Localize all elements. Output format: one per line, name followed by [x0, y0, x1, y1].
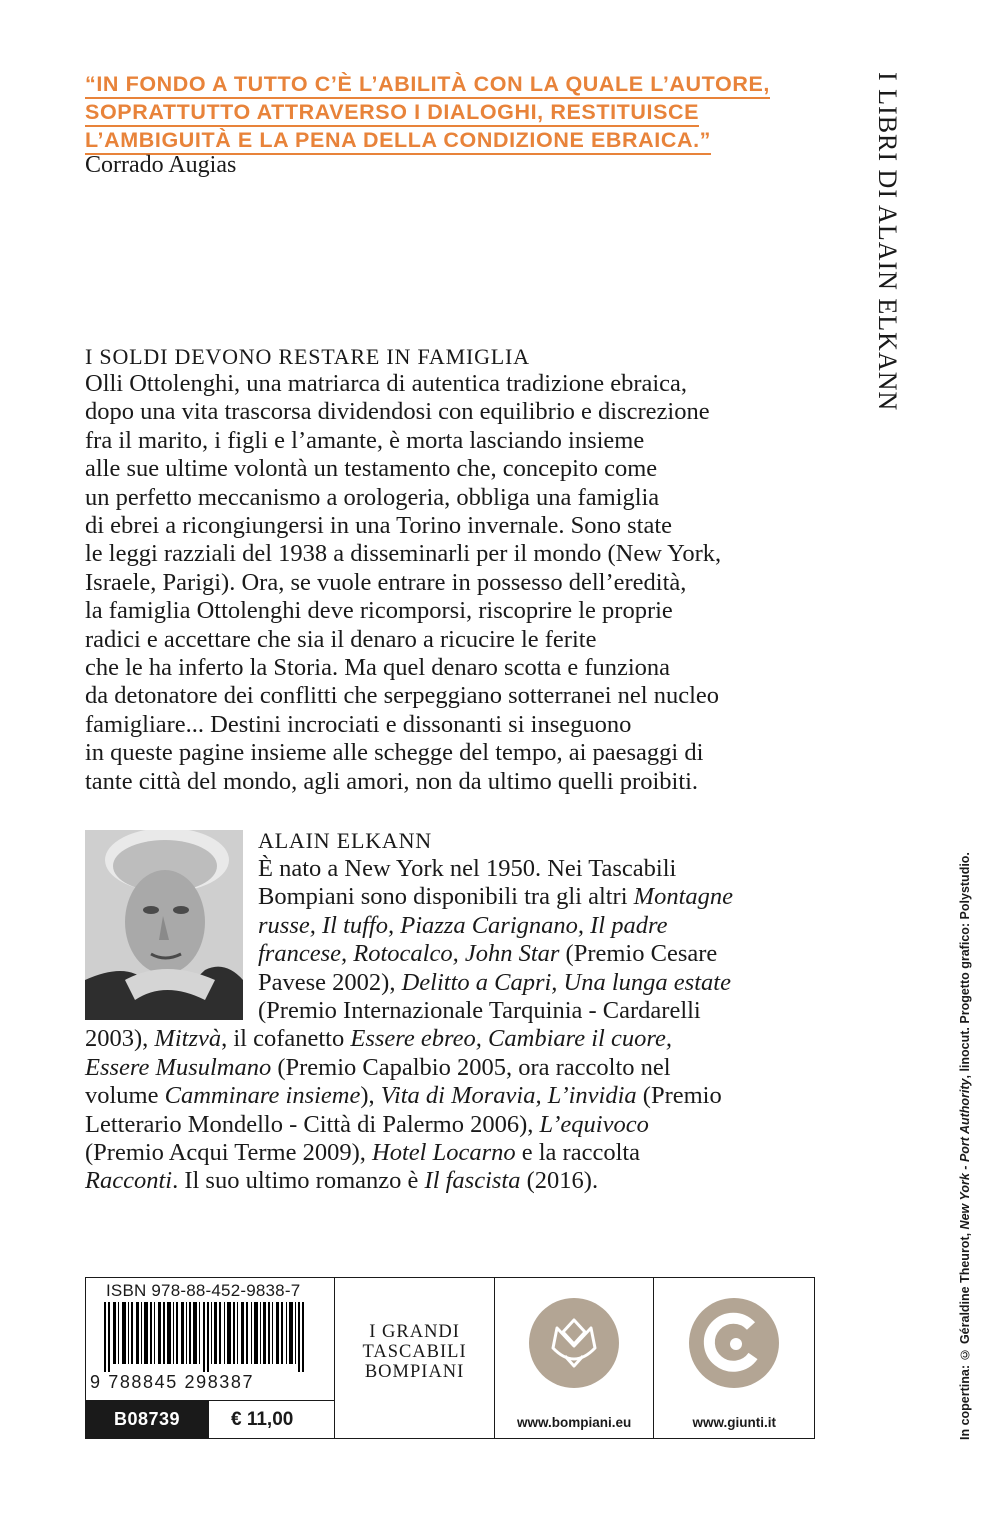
- series-line: BOMPIANI: [364, 1362, 465, 1382]
- bio-line: Racconti. Il suo ultimo romanzo è Il fascista (2016).: [85, 1167, 599, 1195]
- synopsis-line: dopo una vita trascorsa dividendosi con equilibrio e discrezione: [85, 398, 710, 426]
- synopsis-line: che le ha inferto la Storia. Ma quel denaro scotta e funziona: [85, 654, 671, 682]
- synopsis-line: alle sue ultime volontà un testamento che, concepito come: [85, 455, 658, 483]
- synopsis-line: radici e accettare che sia il denaro a ricucire le ferite: [85, 625, 597, 653]
- bio-line: francese, Rotocalco, John Star (Premio Cesare: [258, 940, 718, 968]
- quote-author: Corrado Augias: [85, 152, 237, 178]
- bompiani-cell: [495, 1278, 655, 1438]
- barcode-digits: 9 788845 298387: [90, 1372, 255, 1392]
- bio-line: È nato a New York nel 1950. Nei Tascabili: [258, 855, 677, 882]
- synopsis-line: la famiglia Ottolenghi deve ricomporsi, riscoprire le proprie: [85, 597, 673, 625]
- quote-line: SOPRATTUTTO ATTRAVERSO I DIALOGHI, RESTITUISCE: [85, 98, 785, 126]
- product-code: B08739: [86, 1401, 208, 1438]
- synopsis-line: di ebrei a ricongiungersi in una Torino invernale. Sono state: [85, 512, 673, 540]
- giunti-url[interactable]: www.giunti.it: [692, 1415, 776, 1430]
- bio-line: 2003), Mitzvà, il cofanetto Essere ebreo, Cambiare il cuore,: [85, 1025, 672, 1053]
- bio-line: volume Camminare insieme), Vita di Moravia, L’invidia (Premio: [85, 1082, 722, 1110]
- giunti-logo-icon: [689, 1298, 779, 1388]
- bio-line: russe, Il tuffo, Piazza Carignano, Il padre: [258, 911, 668, 939]
- barcode-icon: [96, 1302, 328, 1372]
- synopsis-line: in queste pagine insieme alle schegge del tempo, ai paesaggi di: [85, 739, 704, 767]
- spine-series-title: I LIBRI DI ALAIN ELKANN: [873, 72, 902, 412]
- review-quote: [85, 70, 785, 154]
- series-name: [335, 1322, 494, 1382]
- bio-line: Letterario Mondello - Città di Palermo 2006), L’equivoco: [85, 1110, 649, 1138]
- synopsis-line: famigliare... Destini incrociati e dissonanti si inseguono: [85, 710, 632, 738]
- giunti-cell: [654, 1278, 814, 1438]
- isbn-number: ISBN 978-88-452-9838-7: [106, 1281, 301, 1300]
- series-line: I GRANDI: [369, 1322, 460, 1342]
- bompiani-url[interactable]: www.bompiani.eu: [517, 1415, 632, 1430]
- barcode-panel: [85, 1277, 815, 1439]
- quote-line: “IN FONDO A TUTTO C’È L’ABILITÀ CON LA QUALE L’AUTORE,: [85, 70, 785, 98]
- bio-line: (Premio Acqui Terme 2009), Hotel Locarno e la raccolta: [85, 1139, 641, 1167]
- quote-line: L’AMBIGUITÀ E LA PENA DELLA CONDIZIONE EBRAICA.”: [85, 126, 785, 154]
- barcode-cell: [86, 1278, 335, 1438]
- cover-credits: In copertina: © Géraldine Theurot, New York - Port Authority, linocut. Progetto grafico: Polystudio.: [958, 852, 972, 1440]
- bio-line: Essere Musulmano (Premio Capalbio 2005, ora raccolto nel: [85, 1053, 671, 1081]
- synopsis-line: Olli Ottolenghi, una matriarca di autentica tradizione ebraica,: [85, 370, 688, 397]
- bio-line: Bompiani sono disponibili tra gli altri Montagne: [258, 883, 733, 911]
- author-name: ALAIN ELKANN: [258, 828, 432, 853]
- series-cell: [335, 1278, 495, 1438]
- synopsis-line: Israele, Parigi). Ora, se vuole entrare in possesso dell’eredità,: [85, 568, 687, 596]
- synopsis-line: fra il marito, i figli e l’amante, è morta lasciando insieme: [85, 426, 645, 454]
- series-line: TASCABILI: [362, 1342, 467, 1362]
- synopsis-line: da detonatore dei conflitti che serpeggiano sotterranei nel nucleo: [85, 682, 720, 710]
- synopsis-line: le leggi razziali del 1938 a disseminarli per il mondo (New York,: [85, 540, 722, 568]
- synopsis-line: tante città del mondo, agli amori, non da ultimo quelli proibiti.: [85, 767, 699, 795]
- bio-line: Pavese 2002), Delitto a Capri, Una lunga estate: [258, 968, 731, 996]
- synopsis-text: [85, 370, 805, 796]
- book-title: I SOLDI DEVONO RESTARE IN FAMIGLIA: [85, 344, 530, 369]
- author-bio: [85, 855, 825, 1196]
- synopsis-line: un perfetto meccanismo a orologeria, obbliga una famiglia: [85, 483, 660, 511]
- bompiani-logo-icon: [529, 1298, 619, 1388]
- price: € 11,00: [208, 1401, 334, 1438]
- barcode-footer: [86, 1400, 334, 1438]
- bio-line: (Premio Internazionale Tarquinia - Cardarelli: [258, 997, 701, 1025]
